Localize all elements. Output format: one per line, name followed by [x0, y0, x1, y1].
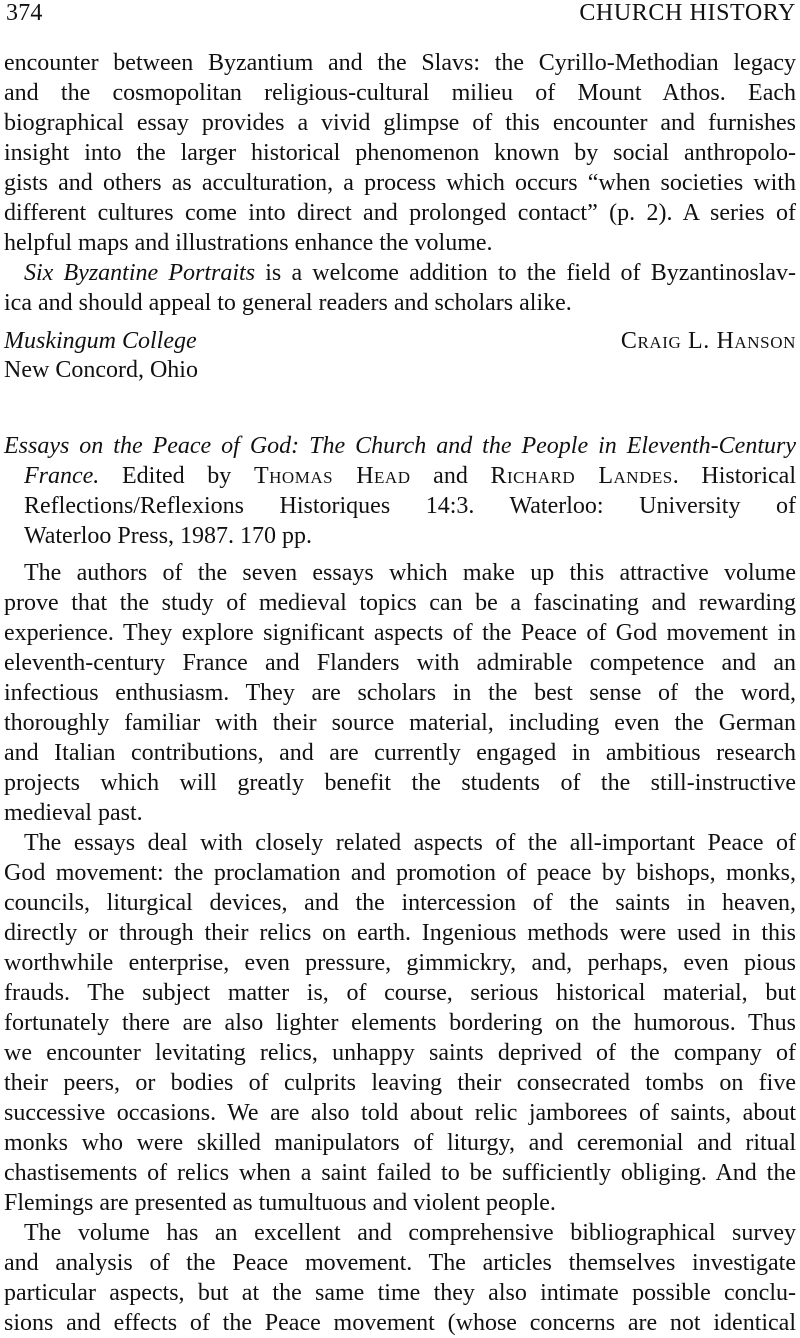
text-line: The essays deal with closely related aspects of the all-important Peace of: [24, 830, 796, 856]
text-line: and Italian contributions, and are currently engaged in ambitious research: [4, 740, 796, 766]
text-line: Six Byzantine Portraits is a welcome addition to the field of Byzantinoslav-: [24, 260, 797, 286]
text-line: God movement: the proclamation and promotion of peace by bishops, monks,: [4, 860, 796, 886]
text-line: worthwhile enterprise, even pressure, gimmickry, and, perhaps, even pious: [4, 950, 796, 976]
running-head: CHURCH HISTORY: [579, 0, 796, 26]
text-line: councils, liturgical devices, and the intercession of the saints in heaven,: [4, 890, 796, 916]
reviewer-name: Craig L. Hanson: [620, 328, 796, 354]
text-line: eleventh-century France and Flanders with admirable competence and an: [4, 650, 796, 676]
text-line: and analysis of the Peace movement. The articles themselves investigate: [4, 1250, 796, 1276]
text-line: particular aspects, but at the same time they also intimate possible conclu-: [4, 1280, 796, 1306]
text-line: experience. They explore significant aspects of the Peace of God movement in: [4, 620, 796, 646]
text-line: and the cosmopolitan religious-cultural milieu of Mount Athos. Each: [4, 80, 796, 106]
text-line: Reflections/Reflexions Historiques 14:3. Waterloo: University of: [24, 493, 796, 519]
text-line: prove that the study of medieval topics can be a fascinating and rewarding: [4, 590, 796, 616]
text-line: sions and effects of the Peace movement (whose concerns are not identical: [4, 1310, 796, 1336]
text-line: projects which will greatly benefit the students of the still-instructive: [4, 770, 796, 796]
text-line: encounter between Byzantium and the Slavs: the Cyrillo-Methodian legacy: [4, 50, 796, 76]
editor-name: Richard Landes: [490, 463, 673, 489]
text-line: medieval past.: [4, 800, 143, 826]
text-line: helpful maps and illustrations enhance the volume.: [4, 230, 493, 256]
text-line: Waterloo Press, 1987. 170 pp.: [24, 523, 313, 549]
editor-name: Thomas Head: [253, 463, 411, 489]
text-line: directly or through their relics on earth. Ingenious methods were used in this: [4, 920, 796, 946]
text-line: we encounter levitating relics, unhappy saints deprived of the company of: [4, 1040, 796, 1066]
reviewer-institution: Muskingum College: [4, 328, 197, 354]
text-line: infectious enthusiasm. They are scholars in the best sense of the word,: [4, 680, 796, 706]
page-header: [6, 0, 796, 34]
text-line: The volume has an excellent and comprehensive bibliographical survey: [24, 1220, 796, 1246]
review-continuation: [4, 48, 796, 318]
text-line: gists and others as acculturation, a process which occurs “when societies with: [4, 170, 796, 196]
text-line: chastisements of relics when a saint failed to be sufficiently obliging. And the: [4, 1160, 796, 1186]
text-line: different cultures come into direct and prolonged contact” (p. 2). A series of: [4, 200, 796, 226]
text-line: monks who were skilled manipulators of liturgy, and ceremonial and ritual: [4, 1130, 796, 1156]
text-line: insight into the larger historical phenomenon known by social anthropolo-: [4, 140, 796, 166]
text-line: Flemings are presented as tumultuous and violent people.: [4, 1190, 556, 1216]
text-line: The authors of the seven essays which make up this attractive volume: [24, 560, 796, 586]
text-line: ica and should appeal to general readers and scholars alike.: [4, 290, 572, 316]
text-line: frauds. The subject matter is, of course, serious historical material, but: [4, 980, 796, 1006]
page-number: 374: [6, 0, 43, 26]
book-citation: [4, 431, 796, 551]
reviewer-signature: [4, 326, 796, 356]
text-line: France. Edited by Thomas Head and Richard Landes. Historical: [24, 463, 796, 489]
text-line: their peers, or bodies of culprits leaving their consecrated tombs on five: [4, 1070, 796, 1096]
text-line: fortunately there are also lighter elements bordering on the humorous. Thus: [4, 1010, 796, 1036]
citation-title: Essays on the Peace of God: The Church and the People in Eleventh-Century: [4, 433, 796, 459]
book-title: Six Byzantine Portraits: [24, 260, 256, 286]
text-line: successive occasions. We are also told about relic jamborees of saints, about: [4, 1100, 796, 1126]
review-body: [4, 558, 796, 1338]
reviewer-location: New Concord, Ohio: [4, 357, 198, 383]
text-line: biographical essay provides a vivid glimpse of this encounter and furnishes: [4, 110, 796, 136]
text-line: thoroughly familiar with their source material, including even the German: [4, 710, 796, 736]
